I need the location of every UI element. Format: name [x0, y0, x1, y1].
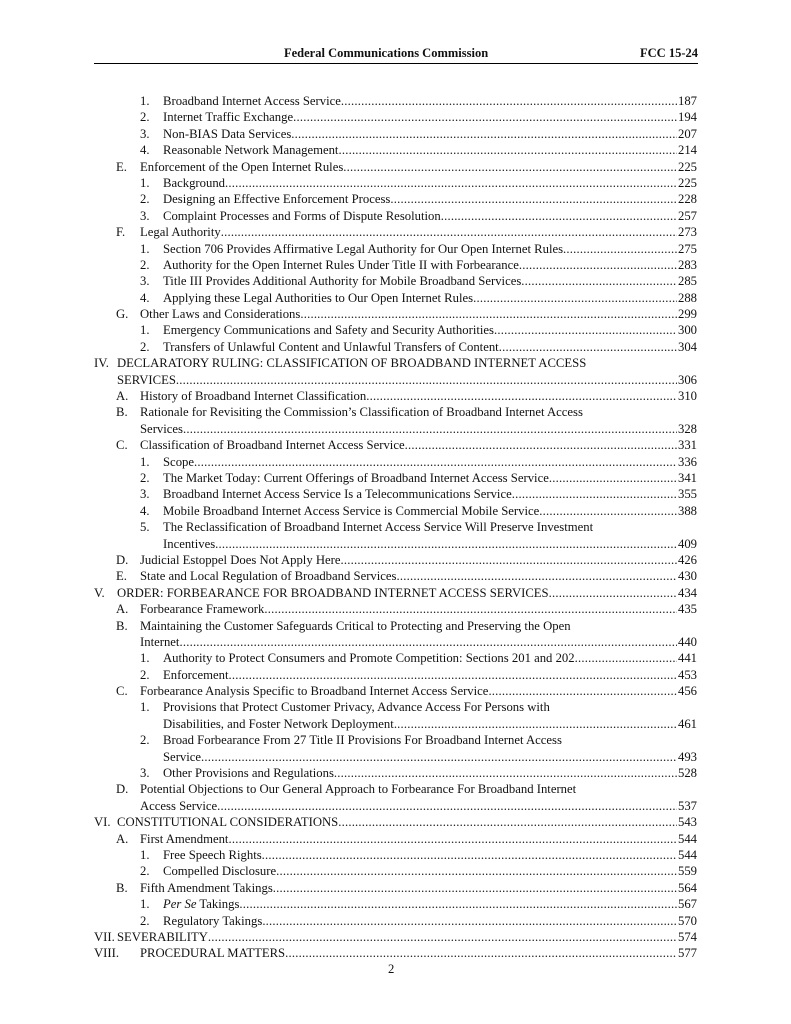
toc-entry-label: C. [116, 684, 128, 699]
toc-entry-page: 306 [677, 372, 697, 387]
toc-entry-page: 341 [677, 470, 697, 485]
toc-entry-title-rest: Takings [196, 897, 240, 912]
toc-entry-page: 577 [677, 946, 697, 961]
toc-entry-title-italic: Per Se [163, 897, 197, 912]
header-doc-id: FCC 15-24 [640, 46, 698, 60]
toc-entry-title: DECLARATORY RULING: CLASSIFICATION OF BROADBAND INTERNET ACCESS [117, 356, 587, 371]
toc-entry [0, 634, 791, 650]
toc-entry-title: Scope [163, 454, 195, 469]
toc-entry-page: 461 [677, 716, 697, 731]
toc-entry-page: 426 [677, 552, 697, 567]
dot-leader [239, 896, 677, 912]
toc-entry [0, 863, 791, 879]
toc-entry-label: 1. [140, 323, 150, 338]
toc-entry-label: D. [116, 552, 129, 567]
dot-leader [338, 142, 677, 158]
dot-leader [405, 437, 677, 453]
dot-leader [228, 831, 677, 847]
toc-entry-label: 2. [140, 864, 150, 879]
dot-leader [338, 814, 677, 830]
toc-entry-label: 2. [140, 470, 150, 485]
toc-entry [0, 732, 791, 748]
toc-entry-title [163, 896, 239, 912]
dot-leader [262, 847, 677, 863]
toc-entry-title: Forbearance Analysis Specific to Broadband Internet Access Service [140, 684, 489, 699]
toc-entry-title: Services [140, 421, 183, 436]
toc-entry-page: 440 [677, 634, 697, 649]
toc-entry-title: Enforcement of the Open Internet Rules [140, 159, 344, 174]
toc-entry [0, 355, 791, 371]
toc-entry-page: 543 [677, 815, 697, 830]
toc-entry [0, 716, 791, 732]
toc-entry-page: 299 [677, 307, 697, 322]
toc-entry-title: Maintaining the Customer Safeguards Critical to Protecting and Preserving the Open [140, 618, 571, 633]
toc-entry [0, 109, 791, 125]
toc-entry-page: 300 [677, 323, 697, 338]
toc-entry-label: E. [116, 159, 127, 174]
toc-entry-page: 559 [677, 864, 697, 879]
toc-entry-page: 564 [677, 880, 697, 895]
dot-leader [176, 372, 677, 388]
dot-leader [291, 126, 677, 142]
toc-entry-title: Designing an Effective Enforcement Process [163, 192, 391, 207]
toc-entry-title: Access Service [140, 798, 218, 813]
toc-entry-title: Incentives [163, 536, 216, 551]
toc-entry-page: 453 [677, 667, 697, 682]
toc-entry-page: 310 [677, 389, 697, 404]
toc-entry-title: Authority to Protect Consumers and Promote Competition: Sections 201 and 202 [163, 651, 575, 666]
toc-entry-title: Emergency Communications and Safety and Security Authorities [163, 323, 494, 338]
toc-entry [0, 519, 791, 535]
toc-entry-label: 1. [140, 897, 150, 912]
toc-entry-label: C. [116, 438, 128, 453]
toc-entry [0, 290, 791, 306]
toc-entry [0, 306, 791, 322]
toc-entry [0, 913, 791, 929]
toc-entry-page: 228 [677, 192, 697, 207]
toc-entry [0, 175, 791, 191]
toc-entry [0, 142, 791, 158]
dot-leader [262, 913, 677, 929]
toc-entry-label: 4. [140, 503, 150, 518]
toc-entry-label: E. [116, 569, 127, 584]
dot-leader [293, 109, 677, 125]
toc-entry-label: V. [94, 585, 105, 600]
toc-entry-title: Compelled Disclosure [163, 864, 277, 879]
dot-leader [341, 93, 677, 109]
toc-entry-label: 3. [140, 274, 150, 289]
toc-entry-label: 2. [140, 110, 150, 125]
toc-entry-title: Rationale for Revisiting the Commission’s Classification of Broadband Internet Access [140, 405, 583, 420]
toc-entry-page: 544 [677, 831, 697, 846]
dot-leader [221, 224, 677, 240]
dot-leader [473, 290, 677, 306]
toc-entry [0, 470, 791, 486]
toc-entry-title: Applying these Legal Authorities to Our Open Internet Rules [163, 290, 474, 305]
toc-entry [0, 568, 791, 584]
toc-entry-label: 2. [140, 192, 150, 207]
dot-leader [549, 470, 677, 486]
toc-entry-title: Background [163, 175, 226, 190]
dot-leader [441, 208, 677, 224]
toc-entry-page: 187 [677, 94, 697, 108]
toc-entry-title: Internet [140, 634, 180, 649]
toc-entry-page: 528 [677, 766, 697, 781]
toc-entry-title: Regulatory Takings [163, 913, 263, 928]
toc-entry-title: Legal Authority [140, 225, 221, 240]
toc-entry-title: Complaint Processes and Forms of Dispute Resolution [163, 208, 441, 223]
toc-entry-title: Provisions that Protect Customer Privacy, Advance Access For Persons with [163, 700, 550, 715]
toc-entry-page: 304 [677, 339, 697, 354]
toc-entry-title: Other Provisions and Regulations [163, 766, 334, 781]
dot-leader [229, 667, 677, 683]
toc-entry-title: Potential Objections to Our General Approach to Forbearance For Broadband Internet [140, 782, 577, 797]
toc-entry-title: The Reclassification of Broadband Internet Access Service Will Preserve Investment [163, 520, 594, 535]
toc-entry-page: 441 [677, 651, 697, 666]
toc-entry [0, 208, 791, 224]
toc-entry [0, 552, 791, 568]
toc-entry [0, 880, 791, 896]
dot-leader [194, 454, 677, 470]
toc-entry-label: 1. [140, 241, 150, 256]
toc-entry-page: 567 [677, 897, 697, 912]
toc-entry-label: B. [116, 618, 128, 633]
toc-entry [0, 601, 791, 617]
toc-entry-page: 225 [677, 159, 697, 174]
dot-leader [575, 650, 677, 666]
toc-entry-label: 4. [140, 290, 150, 305]
toc-entry-title: SEVERABILITY [117, 929, 208, 944]
toc-entry-title: ORDER: FORBEARANCE FOR BROADBAND INTERNET ACCESS SERVICES [117, 585, 549, 600]
toc-entry-page: 493 [677, 749, 697, 764]
page-number: 2 [388, 962, 395, 976]
toc-entry-label: 3. [140, 487, 150, 502]
toc-entry [0, 454, 791, 470]
dot-leader [225, 175, 677, 191]
toc-entry [0, 831, 791, 847]
toc-entry [0, 683, 791, 699]
toc-entry-title: Title III Provides Additional Authority for Mobile Broadband Services [163, 274, 522, 289]
dot-leader [397, 568, 677, 584]
dot-leader [285, 945, 677, 961]
toc-entry-label: 2. [140, 913, 150, 928]
toc-entry-title: Forbearance Framework [140, 602, 265, 617]
toc-entry-title: Judicial Estoppel Does Not Apply Here [140, 552, 341, 567]
toc-entry [0, 486, 791, 502]
toc-entry-title: Service [163, 749, 202, 764]
toc-entry-title: PROCEDURAL MATTERS [140, 946, 286, 961]
toc-entry-title: SERVICES [117, 372, 176, 387]
toc-entry-page: 257 [677, 208, 697, 223]
toc-entry-title: Broadband Internet Access Service [163, 94, 341, 108]
toc-entry-page: 430 [677, 569, 697, 584]
toc-entry-label: A. [116, 389, 129, 404]
toc-entry-label: 3. [140, 126, 150, 141]
toc-entry-label: 3. [140, 208, 150, 223]
dot-leader [512, 486, 677, 502]
dot-leader [390, 191, 677, 207]
toc-entry-page: 544 [677, 847, 697, 862]
toc-entry [0, 421, 791, 437]
toc-entry-page: 537 [677, 798, 697, 813]
toc-entry [0, 814, 791, 830]
dot-leader [183, 421, 677, 437]
toc-entry [0, 388, 791, 404]
dot-leader [179, 634, 677, 650]
toc-entry-label: D. [116, 782, 129, 797]
dot-leader [273, 880, 677, 896]
toc-entry [0, 437, 791, 453]
toc-entry-page: 214 [677, 143, 697, 158]
dot-leader [366, 388, 677, 404]
toc-entry [0, 404, 791, 420]
toc-entry [0, 618, 791, 634]
page-header [94, 46, 698, 63]
toc-entry-page: 456 [677, 684, 697, 699]
toc-entry-title: Enforcement [163, 667, 229, 682]
toc-entry [0, 257, 791, 273]
toc-entry-page: 207 [677, 126, 697, 141]
dot-leader [549, 585, 677, 601]
dot-leader [334, 765, 677, 781]
toc-entry [0, 585, 791, 601]
toc-entry [0, 667, 791, 683]
toc-entry [0, 749, 791, 765]
dot-leader [215, 536, 677, 552]
toc-entry-title: History of Broadband Internet Classification [140, 389, 367, 404]
toc-entry-page: 194 [677, 110, 697, 125]
dot-leader [394, 716, 677, 732]
toc-entry-label: 1. [140, 700, 150, 715]
toc-entry [0, 224, 791, 240]
toc-entry-label: A. [116, 831, 129, 846]
toc-entry [0, 699, 791, 715]
toc-entry-label: F. [116, 225, 126, 240]
dot-leader [208, 929, 677, 945]
toc-entry-page: 409 [677, 536, 697, 551]
toc-entry-label: B. [116, 405, 128, 420]
dot-leader [341, 552, 677, 568]
toc-entry [0, 126, 791, 142]
toc-entry [0, 191, 791, 207]
toc-entry-label: A. [116, 602, 129, 617]
toc-entry-title: State and Local Regulation of Broadband Services [140, 569, 397, 584]
toc-entry-title: Authority for the Open Internet Rules Under Title II with Forbearance [163, 257, 519, 272]
toc-entry-label: 2. [140, 257, 150, 272]
dot-leader [217, 798, 677, 814]
toc-entry [0, 241, 791, 257]
toc-entry-page: 570 [677, 913, 697, 928]
toc-entry-label: 3. [140, 766, 150, 781]
toc-entry-title: Non-BIAS Data Services [163, 126, 292, 141]
toc-entry [0, 159, 791, 175]
toc-entry-title: CONSTITUTIONAL CONSIDERATIONS [117, 815, 339, 830]
toc-entry-title: First Amendment [140, 831, 229, 846]
toc-entry-label: 4. [140, 143, 150, 158]
toc-entry-page: 434 [677, 585, 697, 600]
toc-entry-label: VII. [94, 929, 115, 944]
toc-entry-title: Internet Traffic Exchange [163, 110, 294, 125]
toc-entry [0, 93, 791, 109]
toc-entry-label: 1. [140, 651, 150, 666]
toc-entry-page: 283 [677, 257, 697, 272]
toc-entry [0, 650, 791, 666]
toc-entry-page: 336 [677, 454, 697, 469]
dot-leader [343, 159, 677, 175]
toc-entry [0, 503, 791, 519]
dot-leader [494, 322, 677, 338]
toc-entry-label: 2. [140, 667, 150, 682]
header-title: Federal Communications Commission [284, 46, 489, 60]
dot-leader [201, 749, 677, 765]
toc-entry [0, 781, 791, 797]
toc-entry [0, 273, 791, 289]
toc-entry-page: 285 [677, 274, 697, 289]
toc-entry-title: Broadband Internet Access Service Is a Telecommunications Service [163, 487, 512, 502]
table-of-contents [0, 93, 791, 962]
toc-entry-page: 355 [677, 487, 697, 502]
toc-entry-label: 1. [140, 175, 150, 190]
toc-entry-page: 273 [677, 225, 697, 240]
dot-leader [499, 339, 677, 355]
toc-entry-title: Other Laws and Considerations [140, 307, 301, 322]
toc-entry-label: VIII. [94, 946, 120, 961]
toc-entry-title: Broad Forbearance From 27 Title II Provisions For Broadband Internet Access [163, 733, 562, 748]
toc-entry-page: 331 [677, 438, 697, 453]
toc-entry-title: Transfers of Unlawful Content and Unlawful Transfers of Content [163, 339, 499, 354]
toc-entry [0, 536, 791, 552]
toc-entry-label: 1. [140, 454, 150, 469]
dot-leader [300, 306, 677, 322]
toc-entry [0, 945, 791, 961]
toc-entry-title: Free Speech Rights [163, 847, 262, 862]
toc-entry [0, 372, 791, 388]
dot-leader [539, 503, 677, 519]
toc-entry [0, 339, 791, 355]
toc-entry-label: VI. [94, 815, 111, 830]
toc-entry-page: 388 [677, 503, 697, 518]
toc-entry-label: 1. [140, 94, 150, 108]
dot-leader [488, 683, 677, 699]
toc-entry [0, 929, 791, 945]
toc-entry-title: Disabilities, and Foster Network Deployment [163, 716, 394, 731]
toc-entry [0, 322, 791, 338]
toc-entry-title: The Market Today: Current Offerings of Broadband Internet Access Service [163, 470, 549, 485]
dot-leader [264, 601, 677, 617]
toc-entry [0, 798, 791, 814]
toc-entry-title: Section 706 Provides Affirmative Legal Authority for Our Open Internet Rules [163, 241, 564, 256]
toc-entry-page: 288 [677, 290, 697, 305]
toc-entry-label: IV. [94, 356, 109, 371]
toc-entry-label: 2. [140, 339, 150, 354]
toc-entry-label: 5. [140, 520, 150, 535]
toc-entry [0, 896, 791, 912]
dot-leader [563, 241, 677, 257]
toc-entry-label: G. [116, 307, 129, 322]
toc-entry-label: B. [116, 880, 128, 895]
toc-entry-title: Fifth Amendment Takings [140, 880, 273, 895]
dot-leader [521, 273, 677, 289]
toc-entry-label: 2. [140, 733, 150, 748]
toc-entry-title: Reasonable Network Management [163, 143, 339, 158]
toc-entry [0, 765, 791, 781]
header-rule [94, 63, 698, 64]
toc-entry-label: 1. [140, 847, 150, 862]
dot-leader [519, 257, 677, 273]
toc-entry-page: 328 [677, 421, 697, 436]
toc-entry-page: 225 [677, 175, 697, 190]
dot-leader [276, 863, 677, 879]
toc-entry-page: 275 [677, 241, 697, 256]
toc-entry-title: Classification of Broadband Internet Access Service [140, 438, 405, 453]
toc-entry-title: Mobile Broadband Internet Access Service is Commercial Mobile Service [163, 503, 540, 518]
toc-entry-page: 435 [677, 602, 697, 617]
toc-entry [0, 847, 791, 863]
toc-entry-page: 574 [677, 929, 697, 944]
